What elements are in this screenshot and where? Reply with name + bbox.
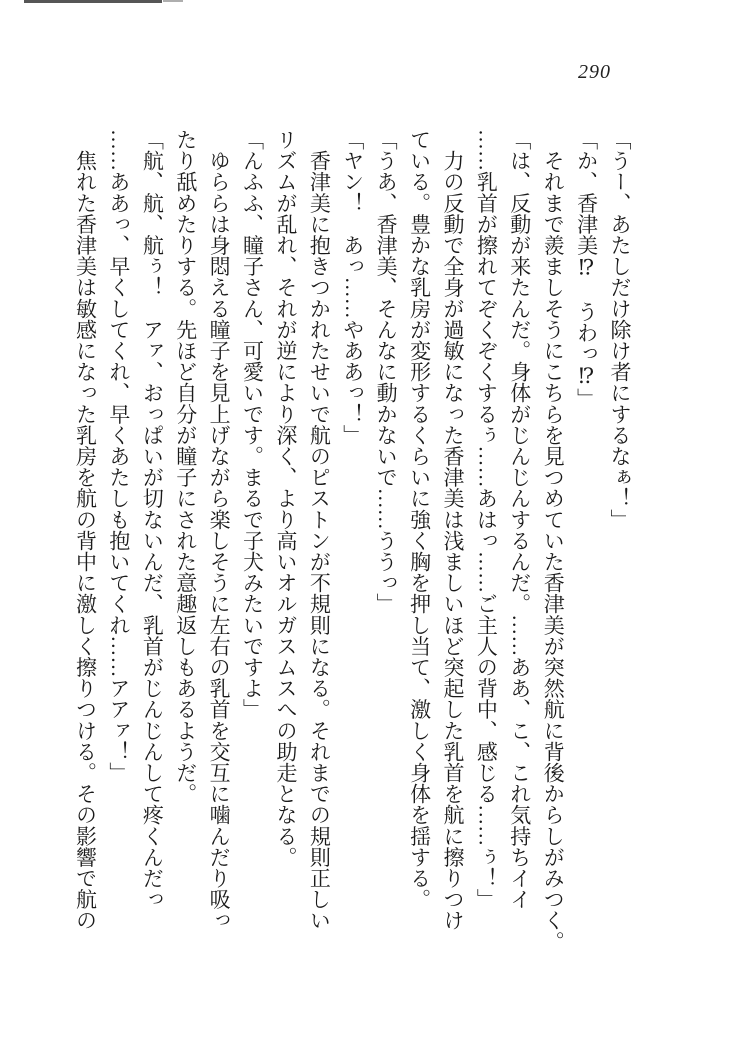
scan-artifact-line: [24, 0, 162, 3]
text-column: 力の反動で全身が過敏になった香津美は浅ましいほど突起した乳首を航に擦りつけ: [440, 129, 465, 931]
text-column: 香津美に抱きつかれたせいで航のピストンが不規則になる。それまでの規則正しい: [307, 129, 332, 931]
text-column: 「んふふ、瞳子さん、可愛いです。まるで子犬みたいですよ」: [240, 129, 265, 720]
page-number: 290: [578, 61, 611, 83]
text-column: たり舐めたりする。先ほど自分が瞳子にされた意趣返しもあるようだ。: [173, 129, 198, 805]
text-column: 「航、航、航ぅ！ アァ、おっぱいが切ないんだ、乳首がじんじんして疼くんだっ: [140, 129, 165, 910]
text-column: ……乳首が擦れてぞくぞくするぅ……あはっ……ご主人の背中、感じる……ぅ！」: [474, 129, 499, 910]
text-column: リズムが乱れ、それが逆により深く、より高いオルガスムスへの助走となる。: [273, 129, 298, 868]
text-column: ……ああっ、早くしてくれ、早くあたしも抱いてくれ……アアァ！」: [106, 129, 131, 784]
text-column: 「うあ、香津美、そんなに動かないで……ううっ」: [374, 129, 399, 615]
text-column: 「か、香津美⁉ うわっ⁉」: [574, 129, 599, 410]
text-column: 「は、反動が来たんだ。身体がじんじんするんだ。……ああ、こ、これ気持ちイイ: [507, 129, 532, 910]
text-column: ている。豊かな乳房が変形するくらいに強く胸を押し当て、激しく身体を揺する。: [407, 129, 432, 910]
text-column: ゆららは身悶える瞳子を見上げながら楽しそうに左右の乳首を交互に噛んだり吸っ: [207, 129, 232, 931]
text-column: 「うー、あたしだけ除け者にするなぁ！」: [608, 129, 632, 530]
text-columns: [68, 129, 636, 981]
text-column: それまで羨ましそうにこちらを見つめていた香津美が突然航に背後からしがみつく。: [541, 129, 566, 952]
text-column: 「ヤン！ あっ……やああっ！」: [340, 129, 365, 446]
text-column: 焦れた香津美は敏感になった乳房を航の背中に激しく擦りつける。その影響で航の: [73, 129, 98, 931]
scan-artifact-speck: [163, 0, 183, 2]
